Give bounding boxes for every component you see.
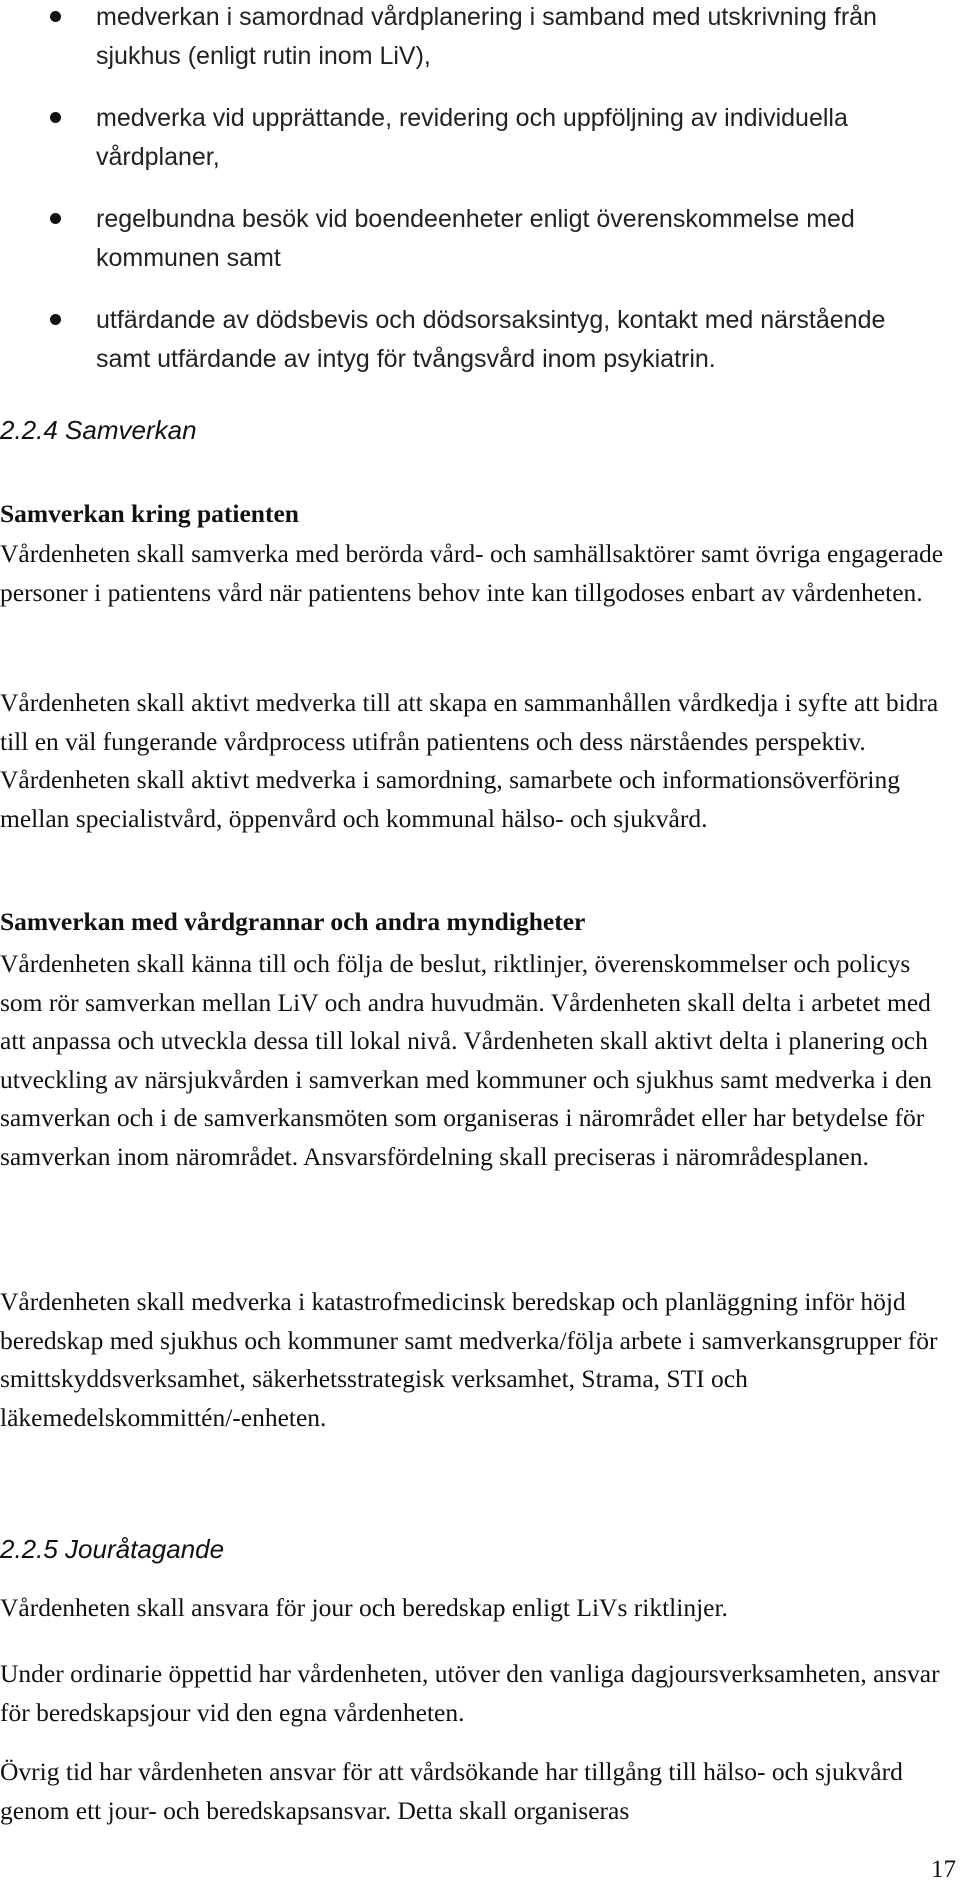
- paragraph: Vårdenheten skall samverka med berörda vård- och samhällsaktörer samt övriga engagerade personer i patientens vård när patientens behov inte kan tillgodoses enbart av vårdenheten.: [0, 539, 944, 607]
- paragraph: Vårdenheten skall känna till och följa de beslut, riktlinjer, överenskommelser och policys som rör samverkan mellan LiV och andra huvudmän. Vårdenheten skall delta i arbetet med att anpassa och utveckla dessa till lokal nivå. Vårdenheten skall aktivt delta i planering och utveckling av närsjukvården i samverkan med kommuner och sjukhus samt medverka i den samverkan och i de samverkansmöten som organiseras i närområdet eller har betydelse för samverkan inom närområdet. Ansvarsfördelning skall preciseras i närområdesplanen.: [0, 949, 932, 1171]
- list-item: [96, 200, 936, 278]
- list-item-text: utfärdande av dödsbevis och dödsorsaksintyg, kontakt med närstående samt utfärdande av intyg för tvångsvård inom psykiatrin.: [96, 306, 886, 373]
- list-item-text: regelbundna besök vid boendeenheter enligt överenskommelse med kommunen samt: [96, 205, 855, 272]
- bullet-icon: [50, 314, 61, 325]
- paragraph: Under ordinarie öppettid har vårdenheten, utöver den vanliga dagjoursverksamheten, ansvar för beredskapsjour vid den egna vårdenheten.: [0, 1659, 940, 1727]
- subheading-samverkan-kring-patienten: Samverkan kring patienten: [0, 499, 299, 528]
- paragraph: Vårdenheten skall ansvara för jour och beredskap enligt LiVs riktlinjer.: [0, 1593, 728, 1622]
- list-item-text: medverkan i samordnad vårdplanering i samband med utskrivning från sjukhus (enligt rutin inom LiV),: [96, 3, 877, 70]
- subheading-samverkan-med-vardgrannar: Samverkan med vårdgrannar och andra myndigheter: [0, 907, 586, 936]
- section-heading-jouratagande: 2.2.5 Jouråtagande: [0, 1534, 225, 1564]
- paragraph: Vårdenheten skall aktivt medverka till att skapa en sammanhållen vårdkedja i syfte att bidra till en väl fungerande vårdprocess utifrån patientens och dess närståendes perspektiv. Vårdenheten skall aktivt medverka i samordning, samarbete och informationsöverföring mellan specialistvård, öppenvård och kommunal hälso- och sjukvård.: [0, 688, 939, 833]
- page-number: 17: [931, 1856, 956, 1883]
- bullet-icon: [50, 112, 61, 123]
- bullet-icon: [50, 11, 61, 22]
- paragraph: Övrig tid har vårdenheten ansvar för att vårdsökande har tillgång till hälso- och sjukvård genom ett jour- och beredskapsansvar. Detta skall organiseras: [0, 1757, 903, 1825]
- list-item-text: medverka vid upprättande, revidering och uppföljning av individuella vårdplaner,: [96, 104, 848, 171]
- list-item: [96, 0, 936, 76]
- list-item: [96, 99, 936, 177]
- bullet-icon: [50, 213, 61, 224]
- paragraph: Vårdenheten skall medverka i katastrofmedicinsk beredskap och planläggning inför höjd beredskap med sjukhus och kommuner samt medverka/följa arbete i samverkansgrupper för smittskyddsverksamhet, säkerhetsstrategisk verksamhet, Strama, STI och läkemedelskommittén/-enheten.: [0, 1287, 938, 1432]
- list-item: [96, 301, 936, 379]
- section-heading-samverkan: 2.2.4 Samverkan: [0, 415, 197, 445]
